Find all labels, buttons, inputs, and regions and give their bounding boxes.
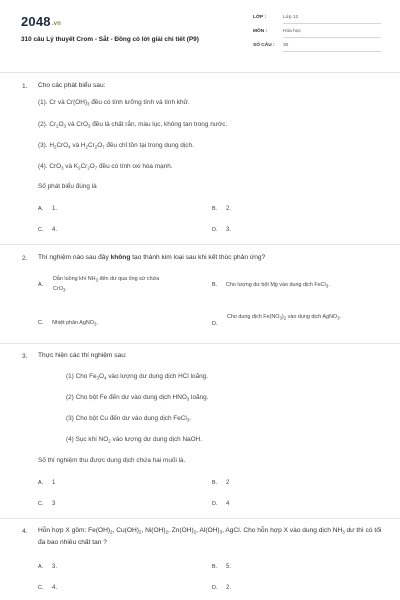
option-a[interactable] [38,480,55,486]
question-divider [0,518,400,519]
meta-label-class: LỚP : [253,15,267,20]
option-text: 2. [226,585,232,591]
statement-1: (1) Cho $Fe_3O_4$ vào lượng dư dung dịch HCl loãng. [66,373,209,381]
option-letter: A. [38,206,44,212]
option-text: 1 [52,480,56,486]
option-letter: A. [38,282,44,288]
meta-label-subject: MÔN : [253,29,268,34]
option-text: 1. [52,206,58,212]
option-text: 3 [52,501,56,507]
option-text: Cho lượng dư bột Mg vào dung dịch FeCl$_3$. [226,282,330,289]
option-c[interactable] [38,227,57,233]
option-letter: C. [38,501,44,507]
meta-panel [253,13,381,55]
question-number: 1. [22,83,28,90]
meta-row-count [253,41,381,55]
option-letter: B. [212,480,218,486]
meta-row-subject [253,27,381,41]
statement-2: (2). $Cr_2O_3$ và CrO$_3$ đều là chất rắn, màu lục, không tan trong nước. [38,121,228,129]
meta-value-class: Lớp 12 [283,15,381,24]
option-d[interactable] [212,313,369,327]
statement-1: (1). Cr và $Cr(OH)_3$ đều có tính lưỡng tính và tính khử. [38,99,190,107]
logo-suffix: .vn [51,21,62,27]
option-letter: C. [38,585,44,591]
question-ask: Số phát biểu đúng là [38,183,97,190]
option-b[interactable] [212,564,231,570]
question-number: 4. [22,528,28,535]
option-c[interactable] [38,585,57,591]
option-letter: D. [212,227,218,233]
option-letter: C. [38,320,44,326]
question-text [38,253,378,263]
option-letter: B. [212,206,218,212]
header-divider [0,72,400,73]
option-text: Nhiệt phân AgNO$_3$. [52,320,98,327]
option-text: 2. [226,206,232,212]
option-text: Dẫn luồng khí $NH_3$ đến dư qua ống sứ chứa CrO$_3$. [53,276,160,292]
question-number: 3. [22,353,28,360]
option-letter: A. [38,480,44,486]
meta-value-count: 30 [283,43,381,52]
option-text: 3. [226,227,232,233]
option-text: 4. [52,585,58,591]
question-divider [0,244,400,245]
meta-row-class [253,13,381,27]
option-a[interactable] [38,564,57,570]
site-logo[interactable] [21,14,61,29]
meta-label-count: SỐ CÂU : [253,43,275,48]
question-divider [0,343,400,344]
option-text: Cho dung dịch $Fe(NO_3)_2$ vào dung dịch AgNO$_3$. [227,314,342,321]
statement-4: (4). CrO$_3$ và $K_2Cr_2O_7$ đều có tính oxi hóa mạnh. [38,163,173,171]
statement-4: (4) Sục khí $NO_2$ vào lượng dư dung dịch NaOH. [66,436,202,444]
option-d[interactable] [212,501,229,507]
question-text-end: tạo thành kim loại sau khi kết thúc phản ứng? [130,254,266,261]
logo-text: 2048 [21,14,51,29]
option-b[interactable] [212,206,231,212]
page-header [0,0,400,72]
option-b[interactable] [212,282,330,289]
option-d[interactable] [212,227,231,233]
option-letter: C. [38,227,44,233]
statement-3: (3) Cho bột Cu đến dư vào dung dịch FeCl$_3$. [66,415,192,423]
meta-value-subject: Hóa học [283,29,381,38]
option-letter: B. [212,282,218,288]
option-letter: A. [38,564,44,570]
statement-3: (3). $H_2CrO_4$ và $H_2Cr_2O_7$ đều chỉ tồn tại trong dung dịch. [38,142,194,150]
question-number: 2. [22,255,28,262]
option-text: 5. [226,564,232,570]
question-ask: Số thí nghiệm thu được dung dịch chứa hai muối là. [38,457,186,464]
option-b[interactable] [212,480,229,486]
option-c[interactable] [38,320,98,327]
statement-2: (2) Cho bột Fe đến dư vào dung dịch $HNO_3$ loãng. [66,394,209,402]
option-c[interactable] [38,501,55,507]
option-letter: D. [212,321,218,327]
option-d[interactable] [212,585,231,591]
option-a[interactable] [38,275,171,294]
option-text: 3. [52,564,58,570]
option-letter: D. [212,501,218,507]
question-text-start: Thí nghiệm nào sau đây [38,254,111,261]
question-text-emphasis: không [110,254,131,261]
document-title: 310 câu Lý thuyết Crom - Sắt - Đồng có lời giải chi tiết (P9) [21,36,199,43]
option-a[interactable] [38,206,57,212]
question-text: Cho các phát biểu sau: [38,82,106,89]
option-text: 4. [52,227,58,233]
option-text: 2 [226,480,230,486]
question-text: Hỗn hợp X gồm: $Fe(OH)_2$, $Cu(OH)_2$, $Ni(OH)_2$, $Zn(OH)_2$, $Al(OH)_3$, AgCl. Cho hỗn hợp X vào dung dịch $NH_3$ dư thì có tối đa bao nhiêu chất tan ? [38,527,382,546]
option-letter: B. [212,564,218,570]
option-text: 4 [226,501,230,507]
question-text: Thực hiện các thí nghiệm sau: [38,352,127,359]
option-letter: D. [212,585,218,591]
